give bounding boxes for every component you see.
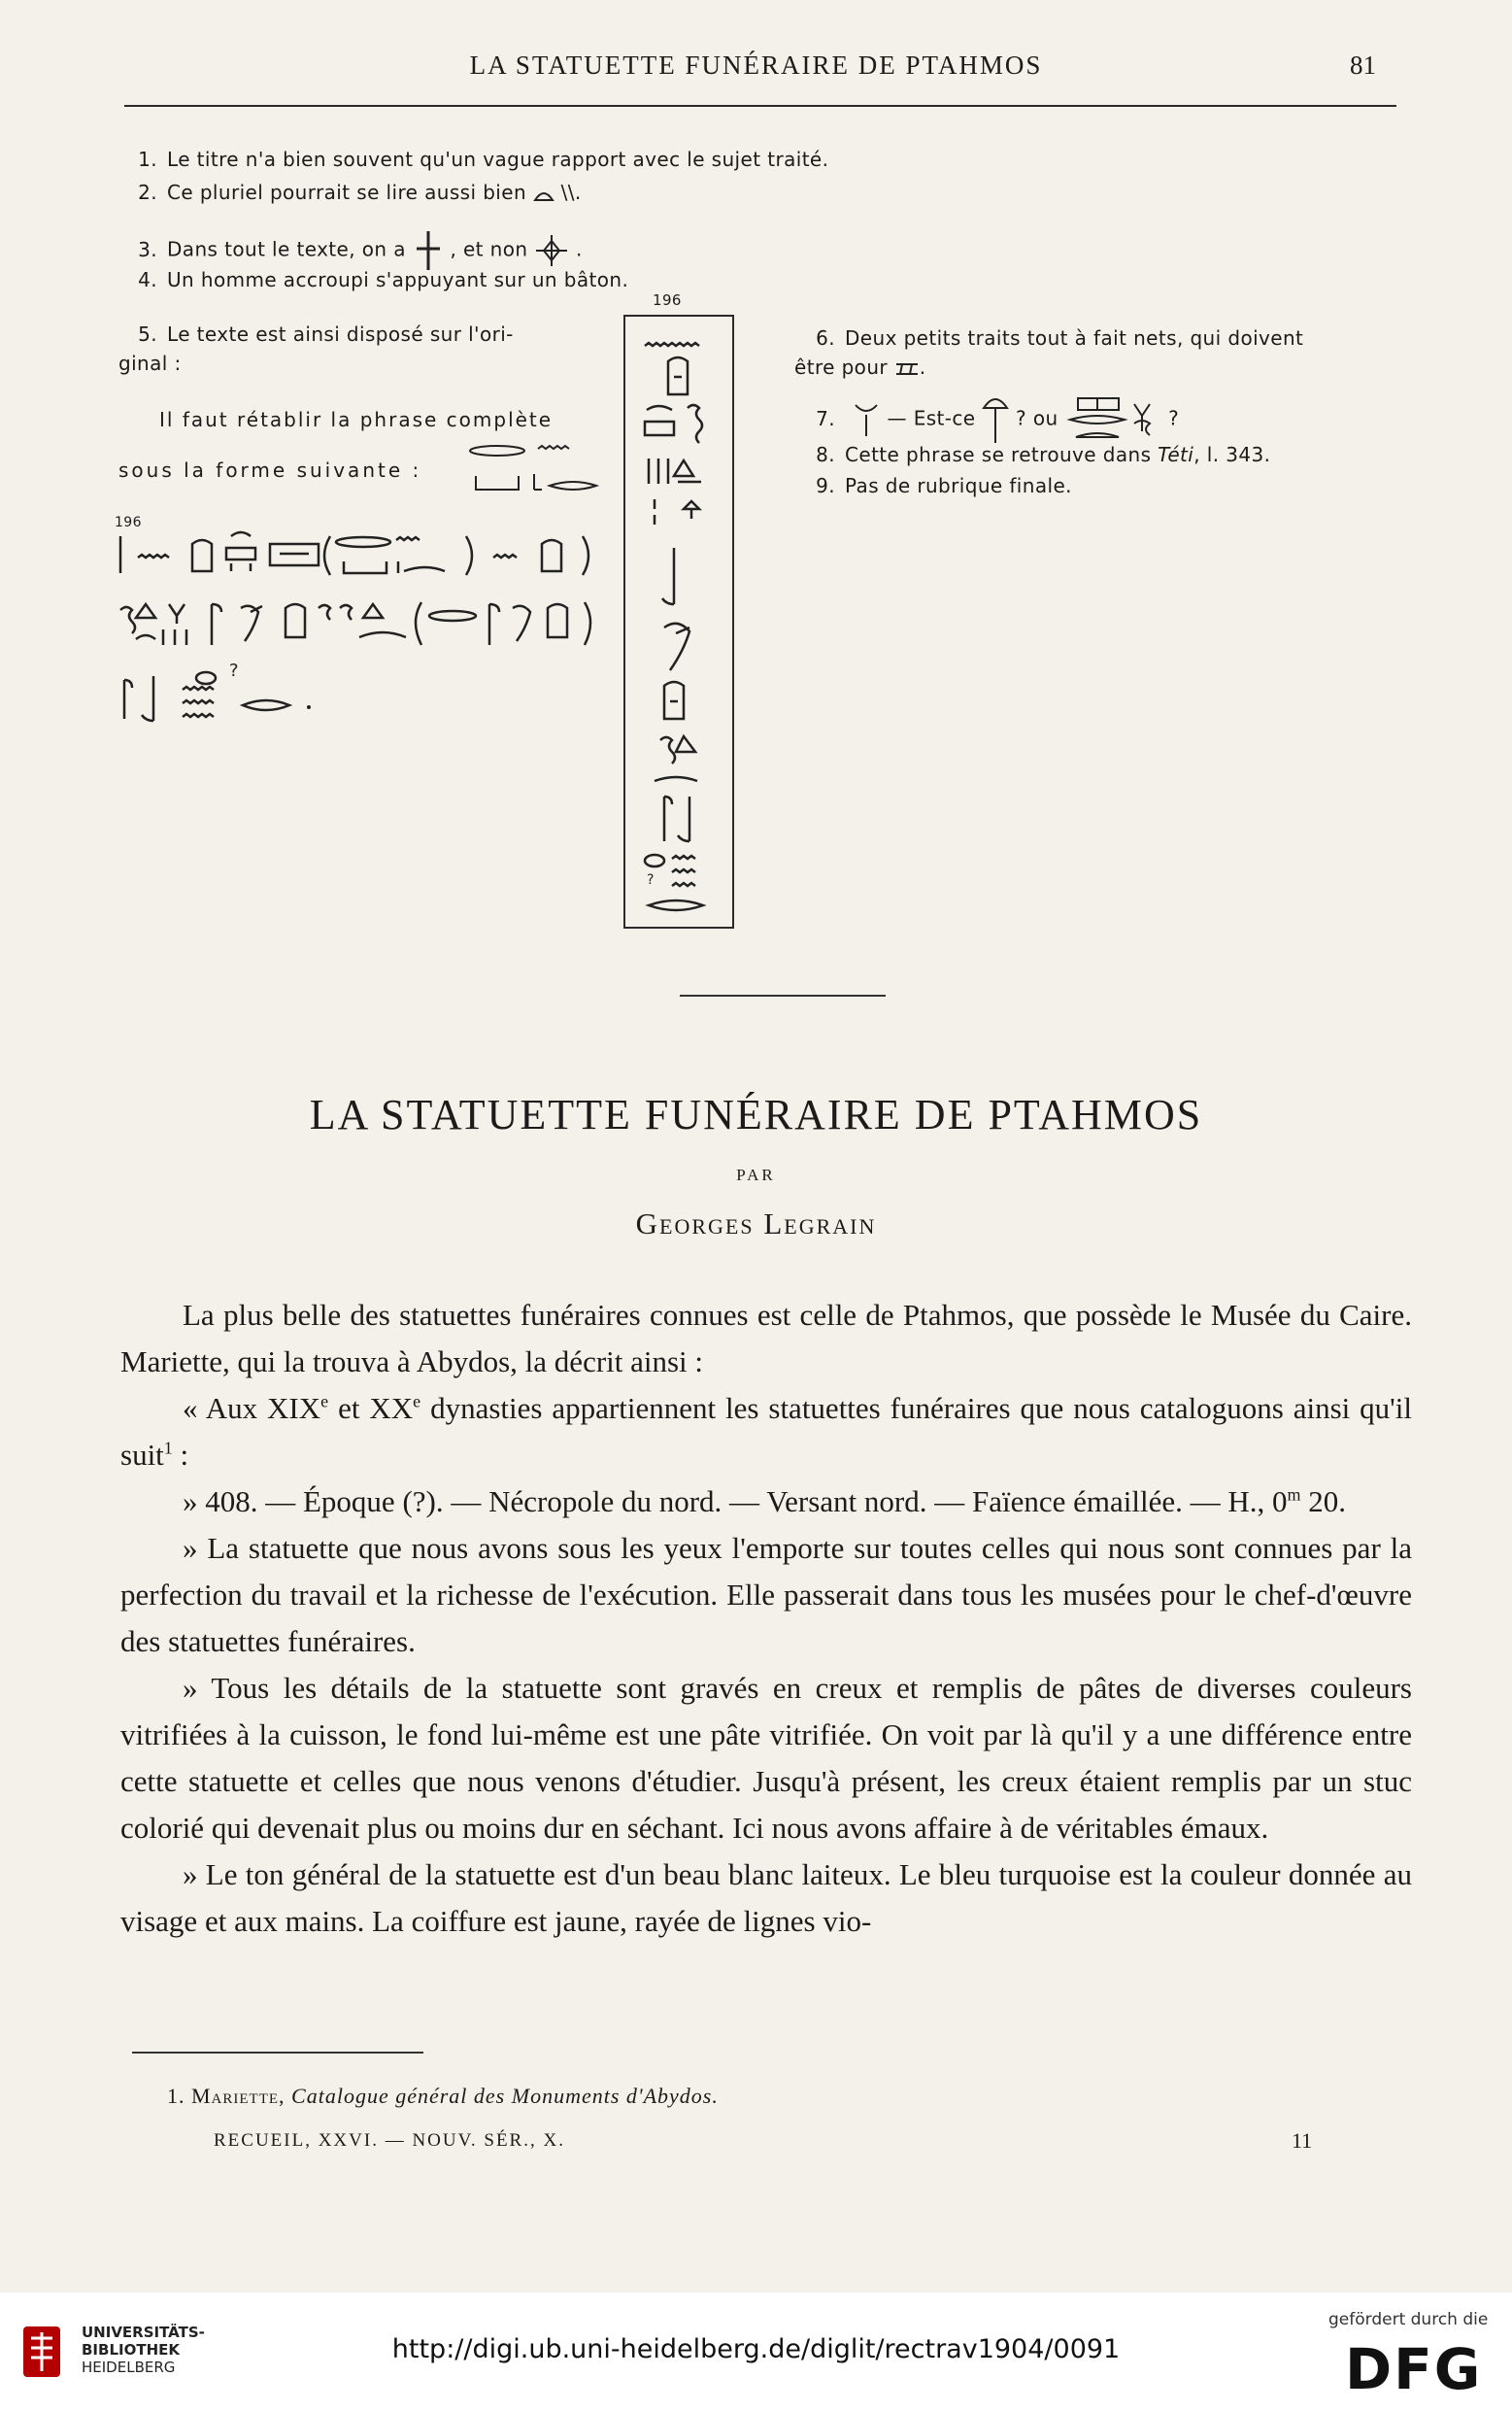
hieroglyph-column-box: [623, 315, 734, 929]
box-196-label: 196: [653, 291, 682, 309]
footnote-1-top: 1. Le titre n'a bien souvent qu'un vague rapport avec le sujet traité.: [138, 148, 829, 171]
dfg-logo: DFG: [1345, 2336, 1483, 2402]
footnote-5-form-line: sous la forme suivante :: [118, 458, 422, 482]
author-name: Georges Legrain: [635, 1206, 877, 1240]
hieroglyph-column: [625, 317, 732, 927]
forked-staff-glyph-icon: [852, 401, 881, 438]
footnote-3-top: 3. Dans tout le texte, on a , et non .: [124, 229, 583, 272]
footnote-4-top: 4. Un homme accroupi s'appuyant sur un bâton.: [138, 268, 629, 291]
signature-number: 11: [1292, 2128, 1313, 2153]
article-title: LA STATUETTE FUNÉRAIRE DE PTAHMOS: [309, 1091, 1203, 1138]
footnote-6-top: 6. Deux petits traits tout à fait nets, qui doivent: [816, 326, 1304, 350]
paragraph-6: » Le ton général de la statuette est d'un beau blanc laiteux. Le bleu turquoise est la couleur donnée au visage et aux mains. La coiffure est jaune, rayée de lignes vio-: [120, 1857, 1412, 1938]
umbrella-glyph-icon: [982, 394, 1009, 445]
header-rule: [124, 105, 1396, 107]
bread-loaf-glyph-icon: [533, 187, 554, 202]
body-text: [120, 1292, 1412, 1945]
page-number: 81: [1350, 51, 1376, 80]
hieroglyph-transcription: [115, 515, 620, 738]
paragraph-1: La plus belle des statuettes funéraires connues est celle de Ptahmos, que possède le Musée du Caire. Mariette, qui la trouva à Abydos, la décrit ainsi :: [120, 1298, 1412, 1378]
svg-text:?: ?: [647, 872, 655, 888]
svg-text:?: ?: [229, 661, 239, 681]
footnote-rule: [132, 2052, 423, 2054]
house-and-bread-glyph-icon: [1064, 394, 1161, 445]
byline-par: PAR: [736, 1166, 776, 1184]
running-title: LA STATUETTE FUNÉRAIRE DE PTAHMOS: [469, 51, 1043, 80]
source-url-link[interactable]: http://digi.ub.uni-heidelberg.de/diglit/rectrav1904/0091: [391, 2334, 1121, 2364]
paragraph-5: » Tous les détails de la statuette sont gravés en creux et remplis de pâtes de diverses couleurs vitrifiées à la cuisson, le fond lui-même est une pâte vitrifiée. On voit par là qu'il y a une différence entre cette statuette et celles que nous venons d'étudier. Jusqu'à présent, les creux étaient remplis par un stuc colorié qui devenait plus ou moins dur en séchant. Ici nous avons affaire à de véritables émaux.: [120, 1671, 1412, 1845]
footnote-2-top: 2. Ce pluriel pourrait se lire aussi bien \\.: [138, 181, 582, 204]
inline-196-label: 196: [115, 515, 142, 530]
paragraph-2: « Aux XIXe et XXe dynasties appartiennent les statuettes funéraires que nous cataloguons ainsi qu'il suit$^1$ :: [120, 1391, 1412, 1472]
section-separator: [680, 995, 886, 997]
cross-glyph-icon: [413, 229, 444, 272]
footnote-5-continuation: ginal :: [118, 352, 182, 375]
footnote-bottom: 1. Mariette, Catalogue général des Monuments d'Abydos.: [167, 2084, 719, 2108]
signature-line: RECUEIL, XXVI. — NOUV. SÉR., X.: [214, 2130, 565, 2151]
footnote-8-top: 8. Cette phrase se retrouve dans Téti, l. 343.: [816, 443, 1271, 466]
footnote-5-top: 5. Le texte est ainsi disposé sur l'ori-: [138, 323, 514, 346]
hieroglyph-group-small: [466, 435, 612, 503]
footnote-5-restore-line: Il faut rétablir la phrase complète: [159, 408, 554, 431]
university-library-name: UNIVERSITÄTS- BIBLIOTHEK HEIDELBERG: [82, 2324, 205, 2376]
paragraph-4: » La statuette que nous avons sous les yeux l'emporte sur toutes celles qui nous sont connues par la perfection du travail et la richesse de l'exécution. Elle passerait dans tous les musées pour le chef-d'œuvre des statuettes funéraires.: [120, 1531, 1412, 1658]
star-cross-glyph-icon: [534, 233, 569, 268]
footnote-6-continuation: être pour .: [794, 356, 926, 379]
paragraph-3: » 408. — Époque (?). — Nécropole du nord. — Versant nord. — Faïence émaillée. — H., 0$^m$ 20.: [183, 1484, 1347, 1518]
footnote-9-top: 9. Pas de rubrique finale.: [816, 474, 1072, 497]
funded-by-label: gefördert durch die: [1328, 2310, 1489, 2329]
reed-strokes-glyph-icon: [894, 362, 920, 376]
footnote-7-top: 7. — Est-ce ? ou ?: [802, 394, 1179, 445]
